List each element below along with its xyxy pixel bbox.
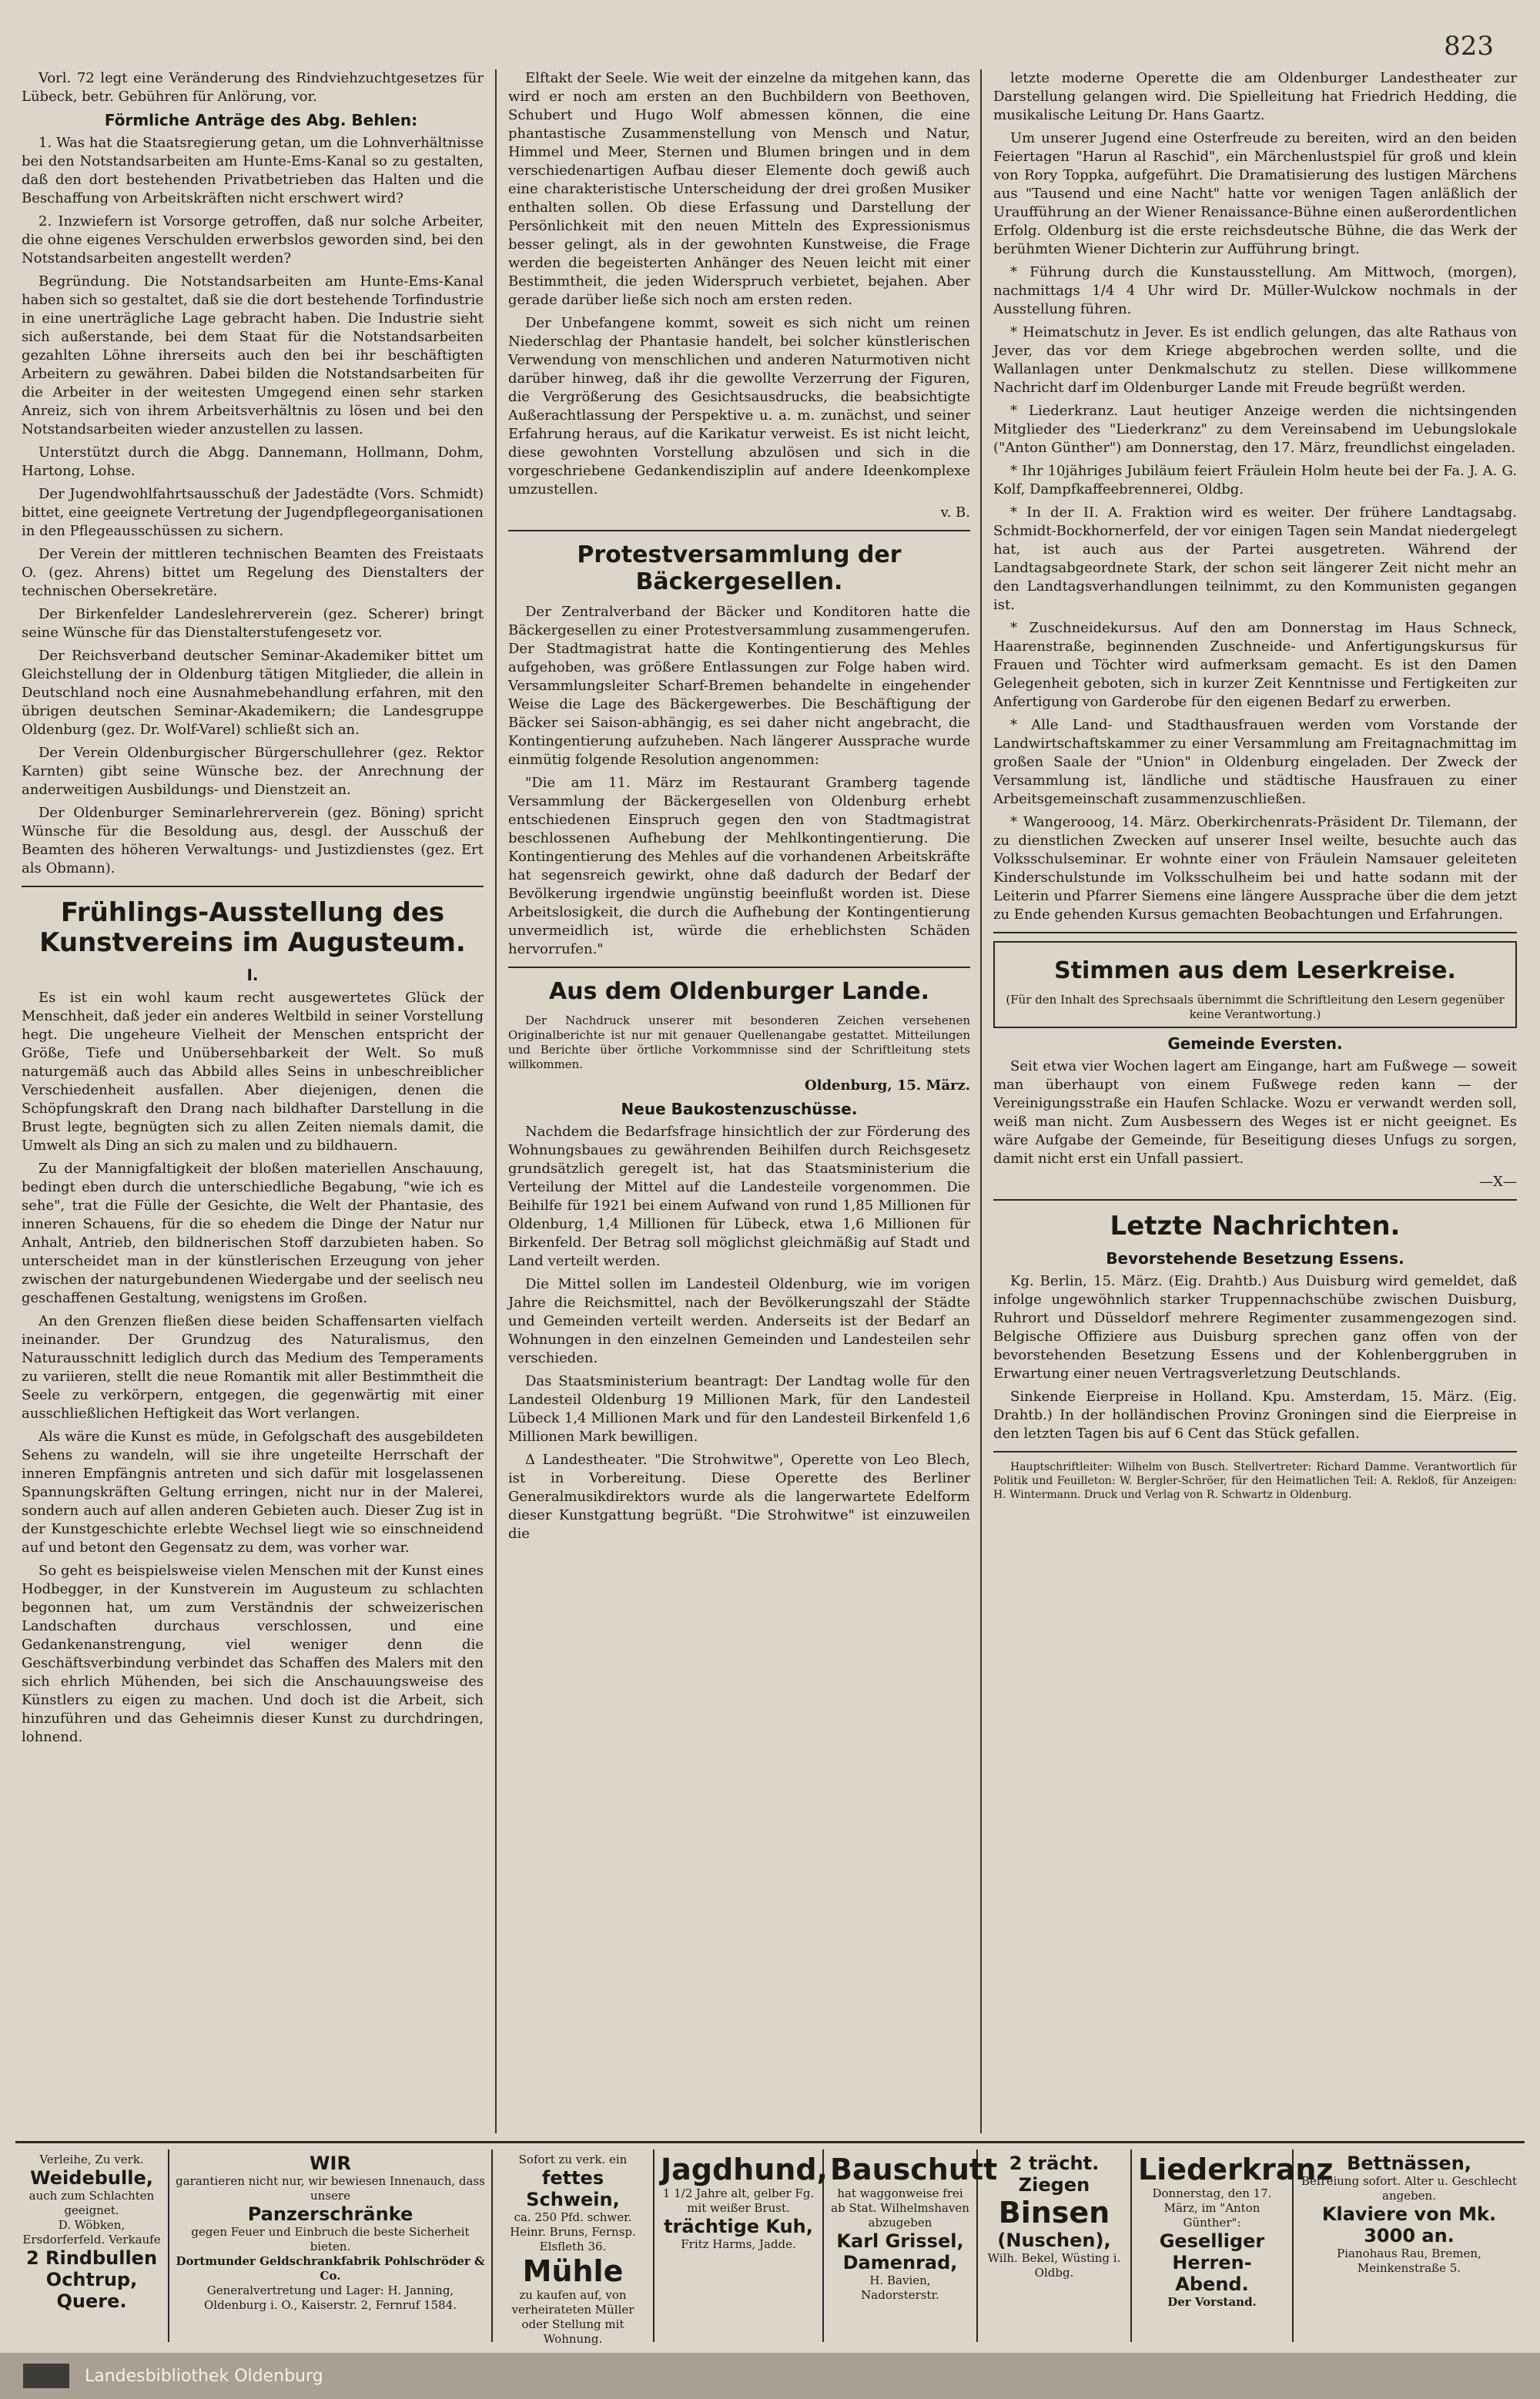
paragraph: So geht es beispielsweise vielen Menschen mit der Kunst eines Hodbegger, in der Kunstverein im Augusteum zu schlachten begonnen hat, um zum Verständnis der schweizerischen Landschaften durchaus verschlossen, und eine Gedankenanstrengung, viel weniger denn die Geschäftsverbindung verbindet das Schaffen des Malers mit den sich ehrlich Mühenden, bei sich die Anschauungsweise des Künstlers zu eigen zu machen. Und doch ist die Arbeit, sich hinzuführen und das Geheimnis dieser Kunst zu durchdringen, lohnend. — [22, 1563, 484, 1746]
ad-weidebulle — [15, 2149, 169, 2342]
paragraph: Elftakt der Seele. Wie weit der einzelne da mitgehen kann, das wird er noch am ersten an den Buchbildern von Beethoven, Schubert und Hugo Wolf abmessen können, die eine phantastische Zusammenstellung von Mensch und Natur, Himmel und Meer, Sternen und Blumen bringen und in dem verschiedenartigen Aufbau dieser Elemente doch gewiß auch eine charakteristische Unterscheidung der drei großen Musiker enthalten sollen. Ob diese Erfassung und Darstellung der Persönlichkeit mit den neuen Mitteln des Expressionismus besser gelingt, als in der gewohnten Kunstweise, die Frage werden die begeisterten Anhänger des Neuen leicht mit einer Bestimmtheit, die jeden Widerspruch verbietet, bejahen. Aber gerade darüber ließe sich noch am ersten reden. — [508, 70, 970, 308]
column-rule — [495, 69, 497, 2133]
ad-text: Wilh. Bekel, Wüsting i. Oldbg. — [987, 2251, 1121, 2280]
advertisements — [15, 2141, 1525, 2347]
library-logo-icon — [23, 2364, 69, 2388]
paragraph: Die Mittel sollen im Landesteil Oldenburg, wie im vorigen Jahre die Reichsmittel, nach der Bevölkerungszahl der Städte und Gemeinden verteilt werden. Anderseits ist der Bedarf an Wohnungen in den einzelnen Gemeinden und Landesteilen sehr verschieden. — [508, 1275, 970, 1366]
ad-title: 2 Rindbullen — [25, 2247, 158, 2269]
paragraph: Δ Landestheater. "Die Strohwitwe", Operette von Leo Blech, ist in Vorbereitung. Diese Operette des Berliner Generalmusikdirektors wurde als die langerwartete Edelform dieser Kunstgattung begrüßt. "Die Strohwitwe" ist einzuweilen die — [508, 1451, 970, 1542]
reader-section-box — [993, 941, 1517, 1028]
paragraph: * Zuschneidekursus. Auf den am Donnerstag im Haus Schneck, Haarenstraße, beginnenden Zuschneide- und Anfertigungskursus für Frauen und Töchter wird aufmerksam gemacht. Es ist den Damen Gelegenheit geboten, sich in kurzer Zeit Kenntnisse und Fertigkeiten zur Anfertigung von Garderobe für den eigenen Bedarf zu erwerben. — [993, 620, 1517, 710]
subheading: Neue Baukostenzuschüsse. — [621, 1099, 858, 1118]
ad-text: gegen Feuer und Einbruch die beste Sicherheit bieten. — [191, 2225, 470, 2253]
divider — [508, 530, 970, 531]
ad-text: Pianohaus Rau, Bremen, Meinkenstraße 5. — [1337, 2247, 1481, 2275]
article-heading: Frühlings-Ausstellung des Kunstvereins im Augusteum. — [39, 897, 466, 959]
ad-title: 2 trächt. Ziegen — [1009, 2153, 1100, 2196]
ad-text: garantieren nicht nur, wir bewiesen Innenauch, dass unsere — [176, 2174, 485, 2203]
ad-title: Ochtrup, Quere. — [45, 2269, 138, 2312]
paragraph: letzte moderne Operette die am Oldenburger Landestheater zur Darstellung gelangen wird. Die Spielleitung hat Friedrich Hedding, die musikalische Leitung Dr. Hans Gaartz. — [993, 70, 1517, 123]
ad-text: Fritz Harms, Jadde. — [681, 2237, 796, 2251]
ad-title: WIR — [310, 2153, 351, 2174]
paragraph: Der Oldenburger Seminarlehrerverein (gez. Böning) spricht Wünsche für die Besoldung aus, desgl. der Ausschuß der Beamten des höheren Verwaltungs- und Justizdienstes (gez. Ert als Obmann). — [22, 805, 484, 876]
article-heading: Protestversammlung der Bäckergesellen. — [577, 541, 902, 595]
divider — [993, 1199, 1517, 1201]
divider — [993, 1451, 1517, 1452]
section-heading: Aus dem Oldenburger Lande. — [549, 978, 929, 1005]
ad-title: Binsen — [998, 2196, 1110, 2230]
paragraph: Vorl. 72 legt eine Veränderung des Rindviehzuchtgesetzes für Lübeck, betr. Gebühren für Anlörung, vor. — [22, 70, 484, 105]
ad-bettnaessen-klaviere — [1294, 2149, 1525, 2342]
paragraph: Der Birkenfelder Landeslehrerverein (gez. Scherer) bringt seine Wünsche für das Dienstalterstufengesetz vor. — [22, 606, 484, 641]
ad-text: hat waggonweise frei ab Stat. Wilhelmshaven abzugeben — [831, 2186, 969, 2230]
paragraph: Begründung. Die Notstandsarbeiten am Hunte-Ems-Kanal haben sich so gestaltet, daß sie die dort bestehende Torfindustrie in eine unerträgliche Lage gebracht haben. Die Industrie sieht sich außerstande, bei dem Staat für die Notstandsarbeiten gezahlten Löhne ihrerseits auch den bei ihr beschäftigten Arbeitern zu gewähren. Dabei bilden die Notstandsarbeiten für die Arbeiter in der weitesten Umgegend einen sehr starken Anreiz, sich von ihrem Arbeitsverhältnis zu lösen und bei den Notstandsarbeiten wieder anzustellen zu lassen. — [22, 273, 484, 437]
signature: v. B. — [940, 504, 970, 521]
ad-title: Jagdhund, — [661, 2153, 828, 2186]
section-heading: Letzte Nachrichten. — [1110, 1210, 1401, 1241]
disclaimer: (Für den Inhalt des Sprechsaals übernimmt die Schriftleitung den Lesern gegenüber keine Verantwortung.) — [1006, 992, 1505, 1021]
paragraph: 2. Inzwiefern ist Vorsorge getroffen, daß nur solche Arbeiter, die ohne eigenes Verschulden erwerbslos geworden sind, bei den Notstandsarbeiten angestellt werden? — [22, 213, 484, 266]
divider — [508, 967, 970, 968]
ad-title: Mühle — [522, 2254, 624, 2288]
paragraph: * Führung durch die Kunstausstellung. Am Mittwoch, (morgen), nachmittags 1/4 4 Uhr wird Dr. Müller-Wulckow nochmals in der Ausstellung führen. — [993, 264, 1517, 317]
ad-text: Verleihe, Zu verk. — [39, 2153, 144, 2166]
dateline: Oldenburg, 15. März. — [804, 1077, 970, 1094]
ad-panzerschraenke — [169, 2149, 493, 2342]
column-rule — [980, 69, 982, 2133]
ad-title: Weidebulle, — [30, 2167, 153, 2189]
library-footer — [0, 2353, 1540, 2399]
ad-text: Befreiung sofort. Alter u. Geschlecht angeben. — [1301, 2174, 1518, 2203]
ad-title: Panzerschränke — [247, 2203, 413, 2225]
ad-text: Ersdorferfeld. Verkaufe — [22, 2233, 161, 2247]
paragraph: Der Verein Oldenburgischer Bürgerschullehrer (gez. Rektor Karnten) gibt seine Wünsche bez. der Anrechnung der anderweitigen Ausbildungs- und Dienstzeit an. — [22, 745, 484, 798]
paragraph: Nachdem die Bedarfsfrage hinsichtlich der zur Förderung des Wohnungsbaues zu gewährenden Beihilfen durch Reichsgesetz grundsätzlich geregelt ist, hat das Staatsministerium die Verteilung der Mittel auf die Landesteile vorgenommen. Die Beihilfe für 1921 bei einem Aufwand von rund 1,85 Millionen für Oldenburg, 1,4 Millionen für Lübeck, etwa 1,6 Millionen für Birkenfeld. Der Betrag soll möglichst gleichmäßig auf Stadt und Land verteilt werden. — [508, 1123, 970, 1269]
page-number: 823 — [1444, 31, 1494, 62]
ad-text: Generalvertretung und Lager: H. Janning, Oldenburg i. O., Kaiserstr. 2, Fernruf 1584. — [203, 2283, 457, 2312]
paragraph: "Die am 11. März im Restaurant Gramberg tagende Versammlung der Bäckergesellen von Oldenburg erhebt entschiedenen Einspruch gegen den von Stadtmagistrat beschlossenen Aufhebung der Mehlkontingentierung. Die Kontingentierung des Mehles auf die vorhandenen Arbeitskräfte hat segensreich gewirkt, ohne daß dadurch der Bedarf der Bevölkerung irgendwie ungünstig beeinflußt worden ist. Diese Arbeitslosigkeit, die durch die Aufhebung der Kontingentierung unvermeidlich ist, würde die erheblichsten Schäden hervorrufen." — [508, 775, 970, 957]
ad-text: Sofort zu verk. ein — [518, 2153, 628, 2166]
paragraph: Seit etwa vier Wochen lagert am Eingange, hart am Fußwege — soweit man überhaupt von einem Fußwege reden kann — der Vereinigungsstraße ein Haufen Schlacke. Wozu er verwandt werden soll, weiß man nicht. Zum Ausbessern des Weges ist er nicht geeignet. Es wäre Aufgabe der Gemeinde, für Beseitigung dieses Unfugs zu sorgen, damit nicht erst ein Unfall passiert. — [993, 1057, 1517, 1167]
library-name: Landesbibliothek Oldenburg — [85, 2367, 323, 2386]
ad-text: auch zum Schlachten geeignet. — [28, 2189, 155, 2217]
paragraph: Sinkende Eierpreise in Holland. Kpu. Amsterdam, 15. März. (Eig. Drahtb.) In der holländischen Provinz Groningen sind die Eierpreise in den letzten Tagen bis auf 6 Cent das Stück gefallen. — [993, 1388, 1517, 1442]
paragraph: * Heimatschutz in Jever. Es ist endlich gelungen, das alte Rathaus von Jever, das vor dem Kriege abgebrochen werden sollte, und die Wallanlagen unter Denkmalschutz zu stellen. Diese willkommene Nachricht darf im Oldenburger Lande mit Freude begrüßt werden. — [993, 324, 1517, 396]
paragraph: Der Jugendwohlfahrtsausschuß der Jadestädte (Vors. Schmidt) bittet, eine geeignete Vertretung der Jugendpflegeorganisationen in den Pflegeausschüssen zu sichern. — [22, 486, 484, 539]
paragraph: * In der II. A. Fraktion wird es weiter. Der frühere Landtagsabg. Schmidt-Bockhornerfeld, der vor einigen Tagen sein Mandat niedergelegt hat, ist auch aus der Partei ausgetreten. Während der Landtagsabgeordnete Stark, der schon seit längerer Zeit nicht mehr an den Landtagsverhandlungen teilnimmt, zu den Kommunisten gegangen ist. — [993, 504, 1517, 613]
notice: Der Nachdruck unserer mit besonderen Zeichen versehenen Originalberichte ist nur mit genauer Quellenangabe gestattet. Mitteilungen und Berichte über örtliche Vorkommnisse sind der Schriftleitung stets willkommen. — [508, 1013, 970, 1071]
ad-title: Bettnässen, — [1347, 2153, 1471, 2174]
paragraph: Zu der Mannigfaltigkeit der bloßen materiellen Anschauung, bedingt eben durch die unterschiedliche Begabung, "wie ich es sehe", trat die Fülle der Gesichte, die Welt der Phantasie, des inneren Schauens, für die so ehedem die Dinge der Natur nur Anhalt, Antrieb, den bildnerischen Stoff darzubieten haben. So unterscheidet man in der künstlerischen Erzeugung von jeher zwischen der naturgebundenen Wiedergabe und der seelisch neu geschaffenen Gestaltung, wenigstens im Großen. — [22, 1161, 484, 1307]
column-left — [22, 69, 484, 2133]
imprint: Hauptschriftleiter: Wilhelm von Busch. Stellvertreter: Richard Damme. Verantwortlich für Politik und Feuilleton: W. Bergler-Schröer, für den Heimatlichen Teil: A. Rekloß, für Anzeigen: H. Wintermann. Druck und Verlag von R. Schwartz in Oldenburg. — [993, 1460, 1517, 1501]
ad-text: Der Vorstand. — [1167, 2295, 1257, 2309]
paragraph: * Alle Land- und Stadthausfrauen werden vom Vorstande der Landwirtschaftskammer zu einer Versammlung am Freitagnachmittag im großen Saale der "Union" in Oldenburg eingeladen. Der Zweck der Versammlung ist, ländliche und städtische Hausfrauen zu einer Arbeitsgemeinschaft zusammenzuschließen. — [993, 717, 1517, 807]
ad-title: Geselliger Herren-Abend. — [1159, 2230, 1265, 2295]
ad-title: Karl Grissel, — [836, 2230, 964, 2252]
section-heading: Stimmen aus dem Leserkreise. — [1054, 957, 1456, 984]
paragraph: Es ist ein wohl kaum recht ausgewertetes Glück der Menschheit, daß jeder ein anderes Weltbild in seiner Vorstellung hegt. Die ungeheure Vielheit der Menschen entspricht der Größe, Tiefe und Unübersehbarkeit der Welt. So muß naturgemäß auch das Abbild alles Seins in unbeschreiblicher Verschiedenheit ausfallen. Aber diejenigen, denen die Schöpfungskraft den Drang nach bildhafter Darstellung in die Brust legte, begnügten sich zu allen Zeiten niemals damit, die Umwelt als Ding an sich zu malen und zu bildhauern. — [22, 990, 484, 1154]
ad-text: zu kaufen auf, von verheirateten Müller oder Stellung mit Wohnung. — [511, 2288, 634, 2346]
section-number: I. — [246, 966, 259, 985]
ad-text: D. Wöbken, — [58, 2218, 126, 2232]
ad-text: Donnerstag, den 17. März, im "Anton Günther": — [1152, 2186, 1272, 2230]
paragraph: * Liederkranz. Laut heutiger Anzeige werden die nichtsingenden Mitglieder des "Liederkranz" zu dem Vereinsabend im Uebungslokale ("Anton Günther") am Donnerstag, den 17. März, freundlichst eingeladen. — [993, 403, 1517, 456]
ad-text: Dortmunder Geldschrankfabrik Pohlschröder & Co. — [176, 2254, 485, 2283]
ad-title: (Nuschen), — [997, 2230, 1111, 2251]
ad-text: H. Bavien, Nadorsterstr. — [861, 2273, 939, 2302]
ad-title: fettes Schwein, — [526, 2167, 620, 2210]
paragraph: Der Zentralverband der Bäcker und Konditoren hatte die Bäckergesellen zu einer Protestversammlung zusammengerufen. Der Stadtmagistrat hatte die Kontingentierung des Mehles aufgehoben, was größere Entlassungen zur Folge haben wird. Versammlungsleiter Scharf-Bremen behandelte in eingehender Weise die Lage des Bäckergewerbes. Die Beschäftigung der Bäcker sei Saison-abhängig, es sei daher nicht angebracht, die Kontingentierung aufzuheben. Nach längerer Aussprache wurde einmütig folgende Resolution angenommen: — [508, 604, 970, 768]
ad-title: Bauschutt — [830, 2153, 998, 2186]
ad-binsen — [978, 2149, 1132, 2342]
paragraph: Um unserer Jugend eine Osterfreude zu bereiten, wird an den beiden Feiertagen "Harun al Raschid", ein Märchenlustspiel für groß und klein von Rory Toppka, aufgeführt. Die Dramatisierung des lustigen Märchens aus "Tausend und eine Nacht" hatte vor wenigen Tagen anläßlich der Uraufführung an der Wiener Renaissance-Bühne einen außerordentlichen Erfolg. Oldenburg ist die erste reichsdeutsche Bühne, die das Werk der berühmten Wiener Dichterin zur Aufführung bringt. — [993, 130, 1517, 257]
paragraph: An den Grenzen fließen diese beiden Schaffensarten vielfach ineinander. Der Grundzug des Naturalismus, den Naturausschnitt lediglich durch das Medium des Temperaments zu variieren, stellt die neue Romantik mit aller Bestimmtheit die Seele zu verkörpern, entgegen, die gegenwärtig mit einer ausschließlichen Heftigkeit das Wort verlangen. — [22, 1313, 484, 1422]
paragraph: Kg. Berlin, 15. März. (Eig. Drahtb.) Aus Duisburg wird gemeldet, daß infolge ungewöhnlich starker Truppennachschübe zwischen Duisburg, Ruhrort und Düsseldorf mehrere Regimenter zusammengezogen sind. Belgische Offiziere aus Duisburg sprechen ganz offen von der bevorstehenden Besetzung Essens und der Kohlenberggruben in Erwartung einer neuen Vertragsverletzung Deutschlands. — [993, 1272, 1517, 1382]
paragraph: 1. Was hat die Staatsregierung getan, um die Lohnverhältnisse bei den Notstandsarbeiten am Hunte-Ems-Kanal so zu gestalten, daß den dort bestehenden Privatbetrieben das Halten und die Beschaffung von Arbeitskräften nicht erschwert wird? — [22, 135, 484, 206]
paragraph: Der Unbefangene kommt, soweit es sich nicht um reinen Niederschlag der Phantasie handelt, bei solcher künstlerischen Verwendung von menschlichen und anderen Naturmotiven nicht darüber hinweg, daß ihr die gewollte Verzerrung der Figuren, die Vergrößerung des Gesichtsausdrucks, die beabsichtigte Außerachtlassung der Perspektive u. a. m. zunächst, und seiner Erfahrung heraus, auf die Karikatur verweist. Es ist nicht leicht, diese gewohnten Vorstellung abzulösen und sich in die vorgeschriebene Gedankendisziplin auf andere Ideenkomplexe umzustellen. — [508, 315, 970, 498]
divider — [993, 932, 1517, 933]
subheading: Förmliche Anträge des Abg. Behlen: — [104, 111, 418, 129]
paragraph: Als wäre die Kunst es müde, in Gefolgschaft des ausgebildeten Sehens zu wandeln, will sie ihre ungeteilte Herrschaft der inneren Empfängnis antreten und sich dafür mit losgelassenen Spannungskräften Geltung erringen, nicht nur in der Malerei, sondern auch auf allen anderen Gebieten auch. Dieser Zug ist in der Kunstgeschichte erlebte Wechsel liegt wie so einschneidend auf und betont den Gegensatz zu dem, was vorher war. — [22, 1429, 484, 1556]
ad-liederkranz — [1132, 2149, 1334, 2342]
paragraph: * Ihr 10jähriges Jubiläum feiert Fräulein Holm heute bei der Fa. J. A. G. Kolf, Dampfkaffeebrennerei, Oldbg. — [993, 463, 1517, 498]
ad-text: ca. 250 Pfd. schwer. Heinr. Bruns, Fernsp. Elsfleth 36. — [510, 2210, 636, 2253]
ad-jagdhund — [654, 2149, 828, 2342]
ad-bauschutt — [824, 2149, 998, 2342]
ad-schwein-muehle — [493, 2149, 654, 2346]
paragraph: Das Staatsministerium beantragt: Der Landtag wolle für den Landesteil Oldenburg 19 Millionen Mark, für den Landesteil Lübeck 1,4 Millionen Mark und für den Landesteil Birkenfeld 1,6 Millionen Mark bewilligen. — [508, 1372, 970, 1445]
column-middle — [508, 69, 970, 2133]
ad-title: Liederkranz — [1138, 2153, 1334, 2186]
paragraph: Unterstützt durch die Abgg. Dannemann, Hollmann, Dohm, Hartong, Lohse. — [22, 444, 484, 479]
ad-text: 1 1/2 Jahre alt, gelber Fg. mit weißer Brust. — [662, 2186, 815, 2215]
paragraph: * Wangerooog, 14. März. Oberkirchenrats-Präsident Dr. Tilemann, der zu dienstlichen Zwecken auf unserer Insel weilte, besuchte auch das Volksschulseminar. Er wohnte einer von Fräulein Namsauer geleiteten Kinderschulstunde im Volksschulheim bei und hatte sodann mit der Leiterin und Pfarrer Siemens eine längere Aussprache über die dem jetzt zu Ende gehenden Kursus gemachten Beobachtungen und Erfahrungen. — [993, 814, 1517, 923]
ad-title: Klaviere von Mk. 3000 an. — [1321, 2203, 1497, 2247]
ad-title: Damenrad, — [842, 2252, 958, 2273]
ad-title: trächtige Kuh, — [664, 2216, 813, 2237]
signature: —X— — [1479, 1173, 1517, 1190]
subheading: Gemeinde Eversten. — [1167, 1034, 1343, 1053]
paragraph: Der Reichsverband deutscher Seminar-Akademiker bittet um Gleichstellung der in Oldenburg tätigen Mitglieder, die allein in Deutschland noch eine Ausnahmebehandlung erfahren, mit den übrigen deutschen Seminar-Akademikern; die Landesgruppe Oldenburg (gez. Dr. Wolf-Varel) schließt sich an. — [22, 648, 484, 738]
paragraph: Der Verein der mittleren technischen Beamten des Freistaats O. (gez. Ahrens) bittet um Regelung des Dienstalters der technischen Obersekretäre. — [22, 546, 484, 599]
subheading: Bevorstehende Besetzung Essens. — [1106, 1248, 1404, 1268]
column-right — [993, 69, 1517, 2133]
divider — [22, 886, 484, 887]
